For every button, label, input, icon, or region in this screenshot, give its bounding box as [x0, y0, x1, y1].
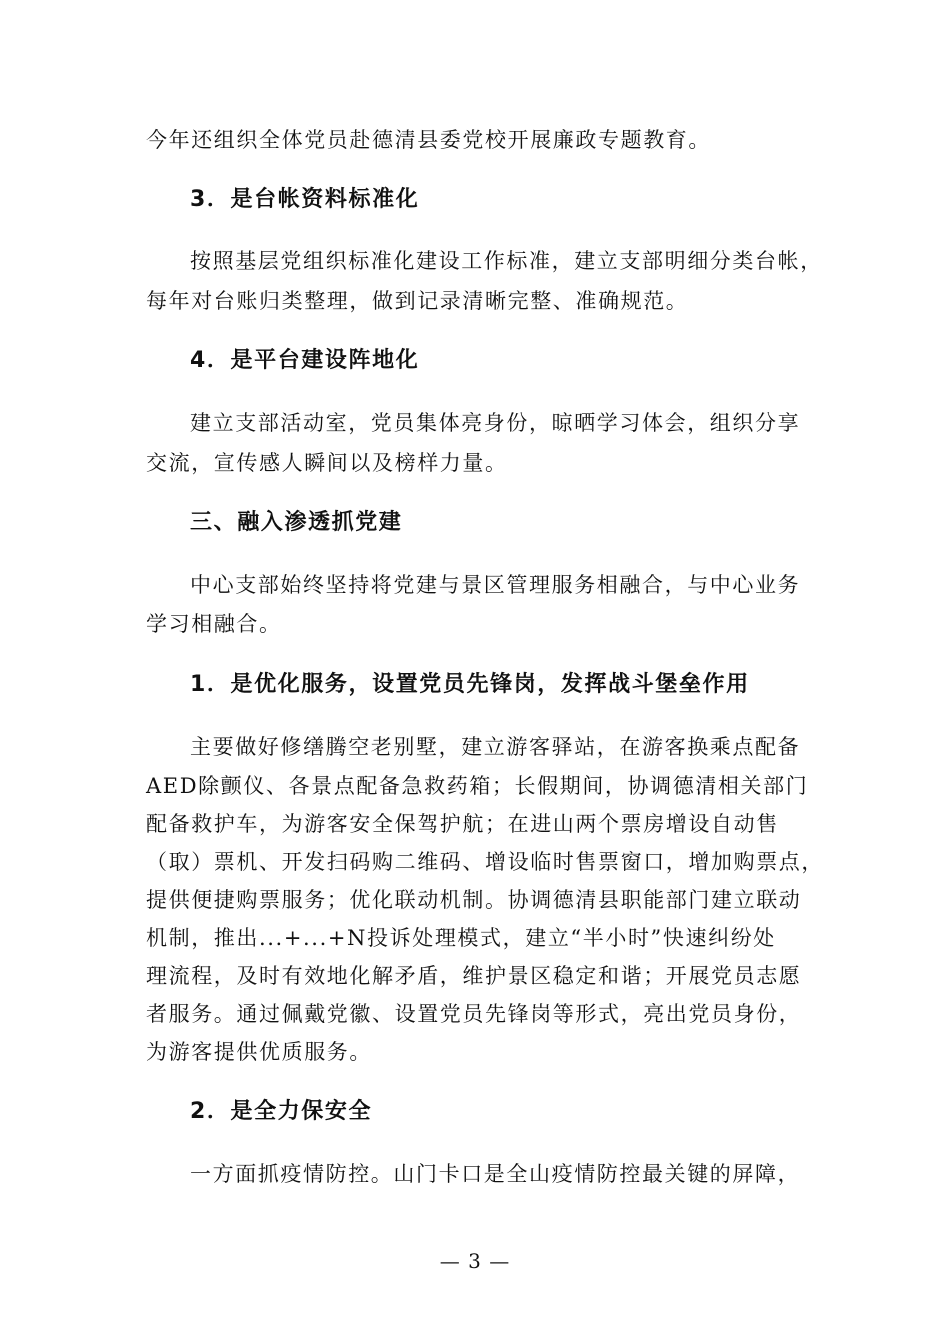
paragraph-line: （取）票机、开发扫码购二维码、增设临时售票窗口，增加购票点， [146, 850, 824, 874]
paragraph-line: 为游客提供优质服务。 [146, 1040, 372, 1064]
section-heading: 4．是平台建设阵地化 [190, 348, 420, 373]
paragraph-line: 理流程，及时有效地化解矛盾，维护景区稳定和谐；开展党员志愿 [146, 964, 802, 988]
paragraph-line: 按照基层党组织标准化建设工作标准，建立支部明细分类台帐， [190, 249, 823, 273]
chapter-heading: 三、融入渗透抓党建 [190, 510, 403, 535]
section-heading: 2．是全力保安全 [190, 1099, 373, 1124]
paragraph-line: 者服务。通过佩戴党徽、设置党员先锋岗等形式，亮出党员身份， [146, 1002, 802, 1026]
page-number: — 3 — [439, 1249, 511, 1273]
paragraph-line: 今年还组织全体党员赴德清县委党校开展廉政专题教育。 [146, 128, 711, 152]
section-heading: 1．是优化服务，设置党员先锋岗，发挥战斗堡垒作用 [190, 672, 750, 697]
paragraph-line: AED除颤仪、各景点配备急救药箱；长假期间，协调德清相关部门 [146, 774, 809, 798]
paragraph-line: 提供便捷购票服务；优化联动机制。协调德清县职能部门建立联动 [146, 888, 802, 912]
paragraph-line: 学习相融合。 [146, 612, 282, 636]
paragraph-line: 机制，推出...+...+N投诉处理模式，建立“半小时”快速纠纷处 [146, 926, 776, 950]
paragraph-line: 交流，宣传感人瞬间以及榜样力量。 [146, 451, 508, 475]
paragraph-line: 每年对台账归类整理，做到记录清晰完整、准确规范。 [146, 289, 689, 313]
paragraph-line: 主要做好修缮腾空老别墅，建立游客驿站，在游客换乘点配备 [190, 735, 801, 759]
paragraph-line: 配备救护车，为游客安全保驾护航；在进山两个票房增设自动售 [146, 812, 779, 836]
paragraph-line: 建立支部活动室，党员集体亮身份，晾晒学习体会，组织分享 [190, 411, 801, 435]
paragraph-line: 一方面抓疫情防控。山门卡口是全山疫情防控最关键的屏障， [190, 1162, 801, 1186]
section-heading: 3．是台帐资料标准化 [190, 187, 420, 212]
paragraph-line: 中心支部始终坚持将党建与景区管理服务相融合，与中心业务 [190, 573, 801, 597]
